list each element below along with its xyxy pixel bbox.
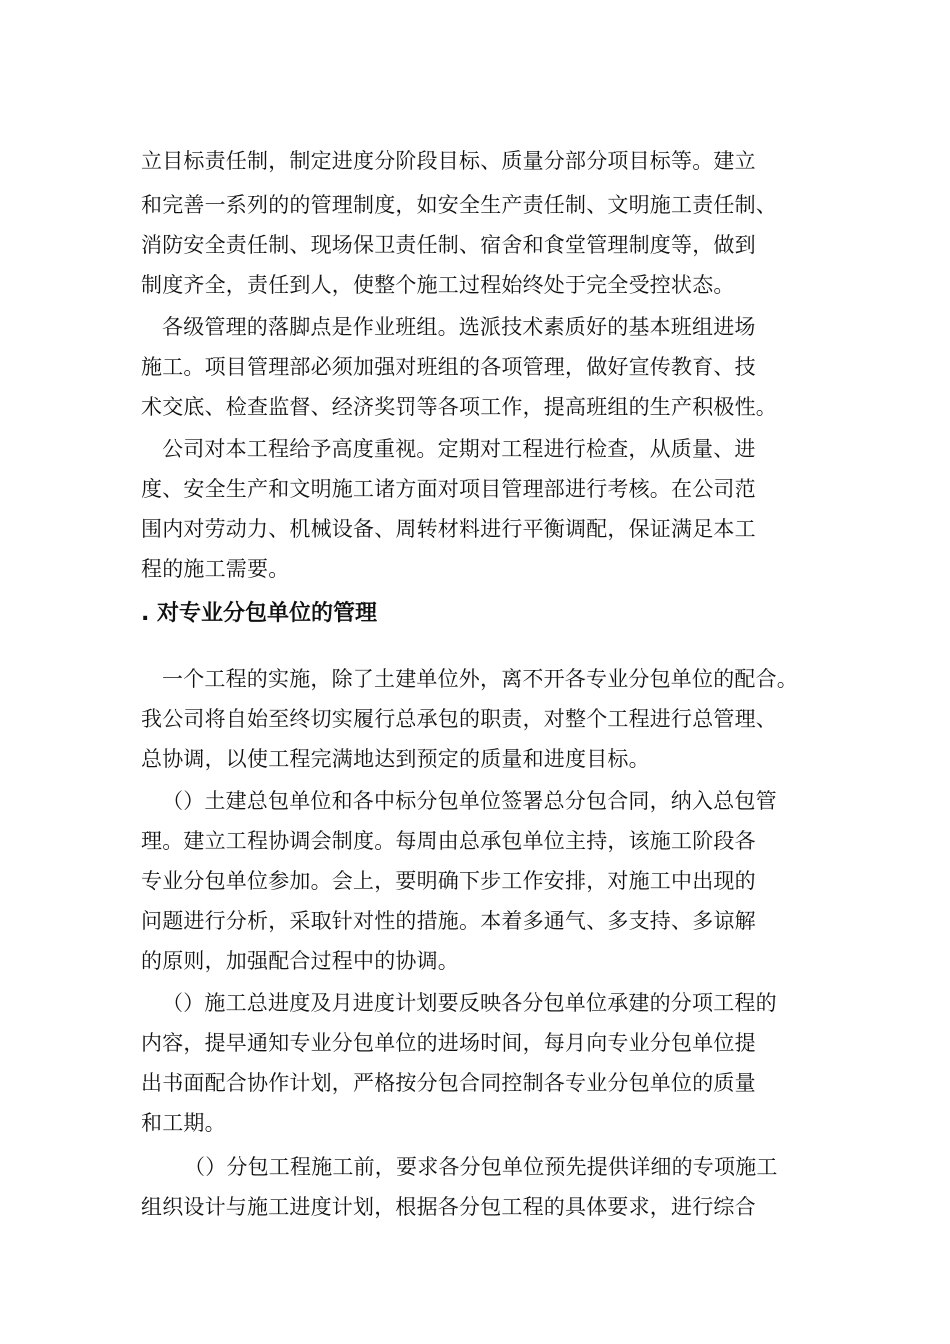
section-paragraph-3-line-4: 和工期。 xyxy=(141,1111,226,1135)
paragraph-1-line-1: 立目标责任制，制定进度分阶段目标、质量分部分项目标等。建立 xyxy=(141,149,756,173)
paragraph-1-line-4: 制度齐全，责任到人，使整个施工过程始终处于完全受控状态。 xyxy=(141,273,735,297)
section-paragraph-2-line-1: （）土建总包单位和各中标分包单位签署总分包合同，纳入总包管 xyxy=(162,789,777,813)
paragraph-1-line-2: 和完善一系列的的管理制度，如安全生产责任制、文明施工责任制、 xyxy=(141,193,777,217)
paragraph-1-line-3: 消防安全责任制、现场保卫责任制、宿舍和食堂管理制度等，做到 xyxy=(141,233,756,257)
section-paragraph-1-line-2: 我公司将自始至终切实履行总承包的职责，对整个工程进行总管理、 xyxy=(141,707,777,731)
paragraph-2-line-3: 术交底、检查监督、经济奖罚等各项工作，提高班组的生产积极性。 xyxy=(141,395,777,419)
paragraph-3-line-3: 围内对劳动力、机械设备、周转材料进行平衡调配，保证满足本工 xyxy=(141,517,756,541)
section-heading: . 对专业分包单位的管理 xyxy=(141,601,378,626)
section-paragraph-1-line-3: 总协调，以使工程完满地达到预定的质量和进度目标。 xyxy=(141,747,650,771)
section-paragraph-2-line-2: 理。建立工程协调会制度。每周由总承包单位主持，该施工阶段各 xyxy=(141,829,756,853)
section-paragraph-4-line-2: 组织设计与施工进度计划，根据各分包工程的具体要求，进行综合 xyxy=(141,1195,756,1219)
section-paragraph-2-line-4: 问题进行分析，采取针对性的措施。本着多通气、多支持、多谅解 xyxy=(141,909,756,933)
section-paragraph-4-line-1: （）分包工程施工前，要求各分包单位预先提供详细的专项施工 xyxy=(184,1155,778,1179)
section-paragraph-2-line-3: 专业分包单位参加。会上，要明确下步工作安排，对施工中出现的 xyxy=(141,869,756,893)
section-paragraph-1-line-1: 一个工程的实施，除了土建单位外，离不开各专业分包单位的配合。 xyxy=(162,667,798,691)
section-paragraph-2-line-5: 的原则，加强配合过程中的协调。 xyxy=(141,949,459,973)
paragraph-3-line-2: 度、安全生产和文明施工诸方面对项目管理部进行考核。在公司范 xyxy=(141,477,756,501)
paragraph-2-line-1: 各级管理的落脚点是作业班组。选派技术素质好的基本班组进场 xyxy=(162,315,756,339)
paragraph-3-line-1: 公司对本工程给予高度重视。定期对工程进行检查，从质量、进 xyxy=(162,437,756,461)
paragraph-2-line-2: 施工。项目管理部必须加强对班组的各项管理，做好宣传教育、技 xyxy=(141,355,756,379)
section-paragraph-3-line-3: 出书面配合协作计划，严格按分包合同控制各专业分包单位的质量 xyxy=(141,1071,756,1095)
section-paragraph-3-line-2: 内容，提早通知专业分包单位的进场时间，每月向专业分包单位提 xyxy=(141,1031,756,1055)
section-paragraph-3-line-1: （）施工总进度及月进度计划要反映各分包单位承建的分项工程的 xyxy=(162,991,777,1015)
paragraph-3-line-4: 程的施工需要。 xyxy=(141,557,290,581)
